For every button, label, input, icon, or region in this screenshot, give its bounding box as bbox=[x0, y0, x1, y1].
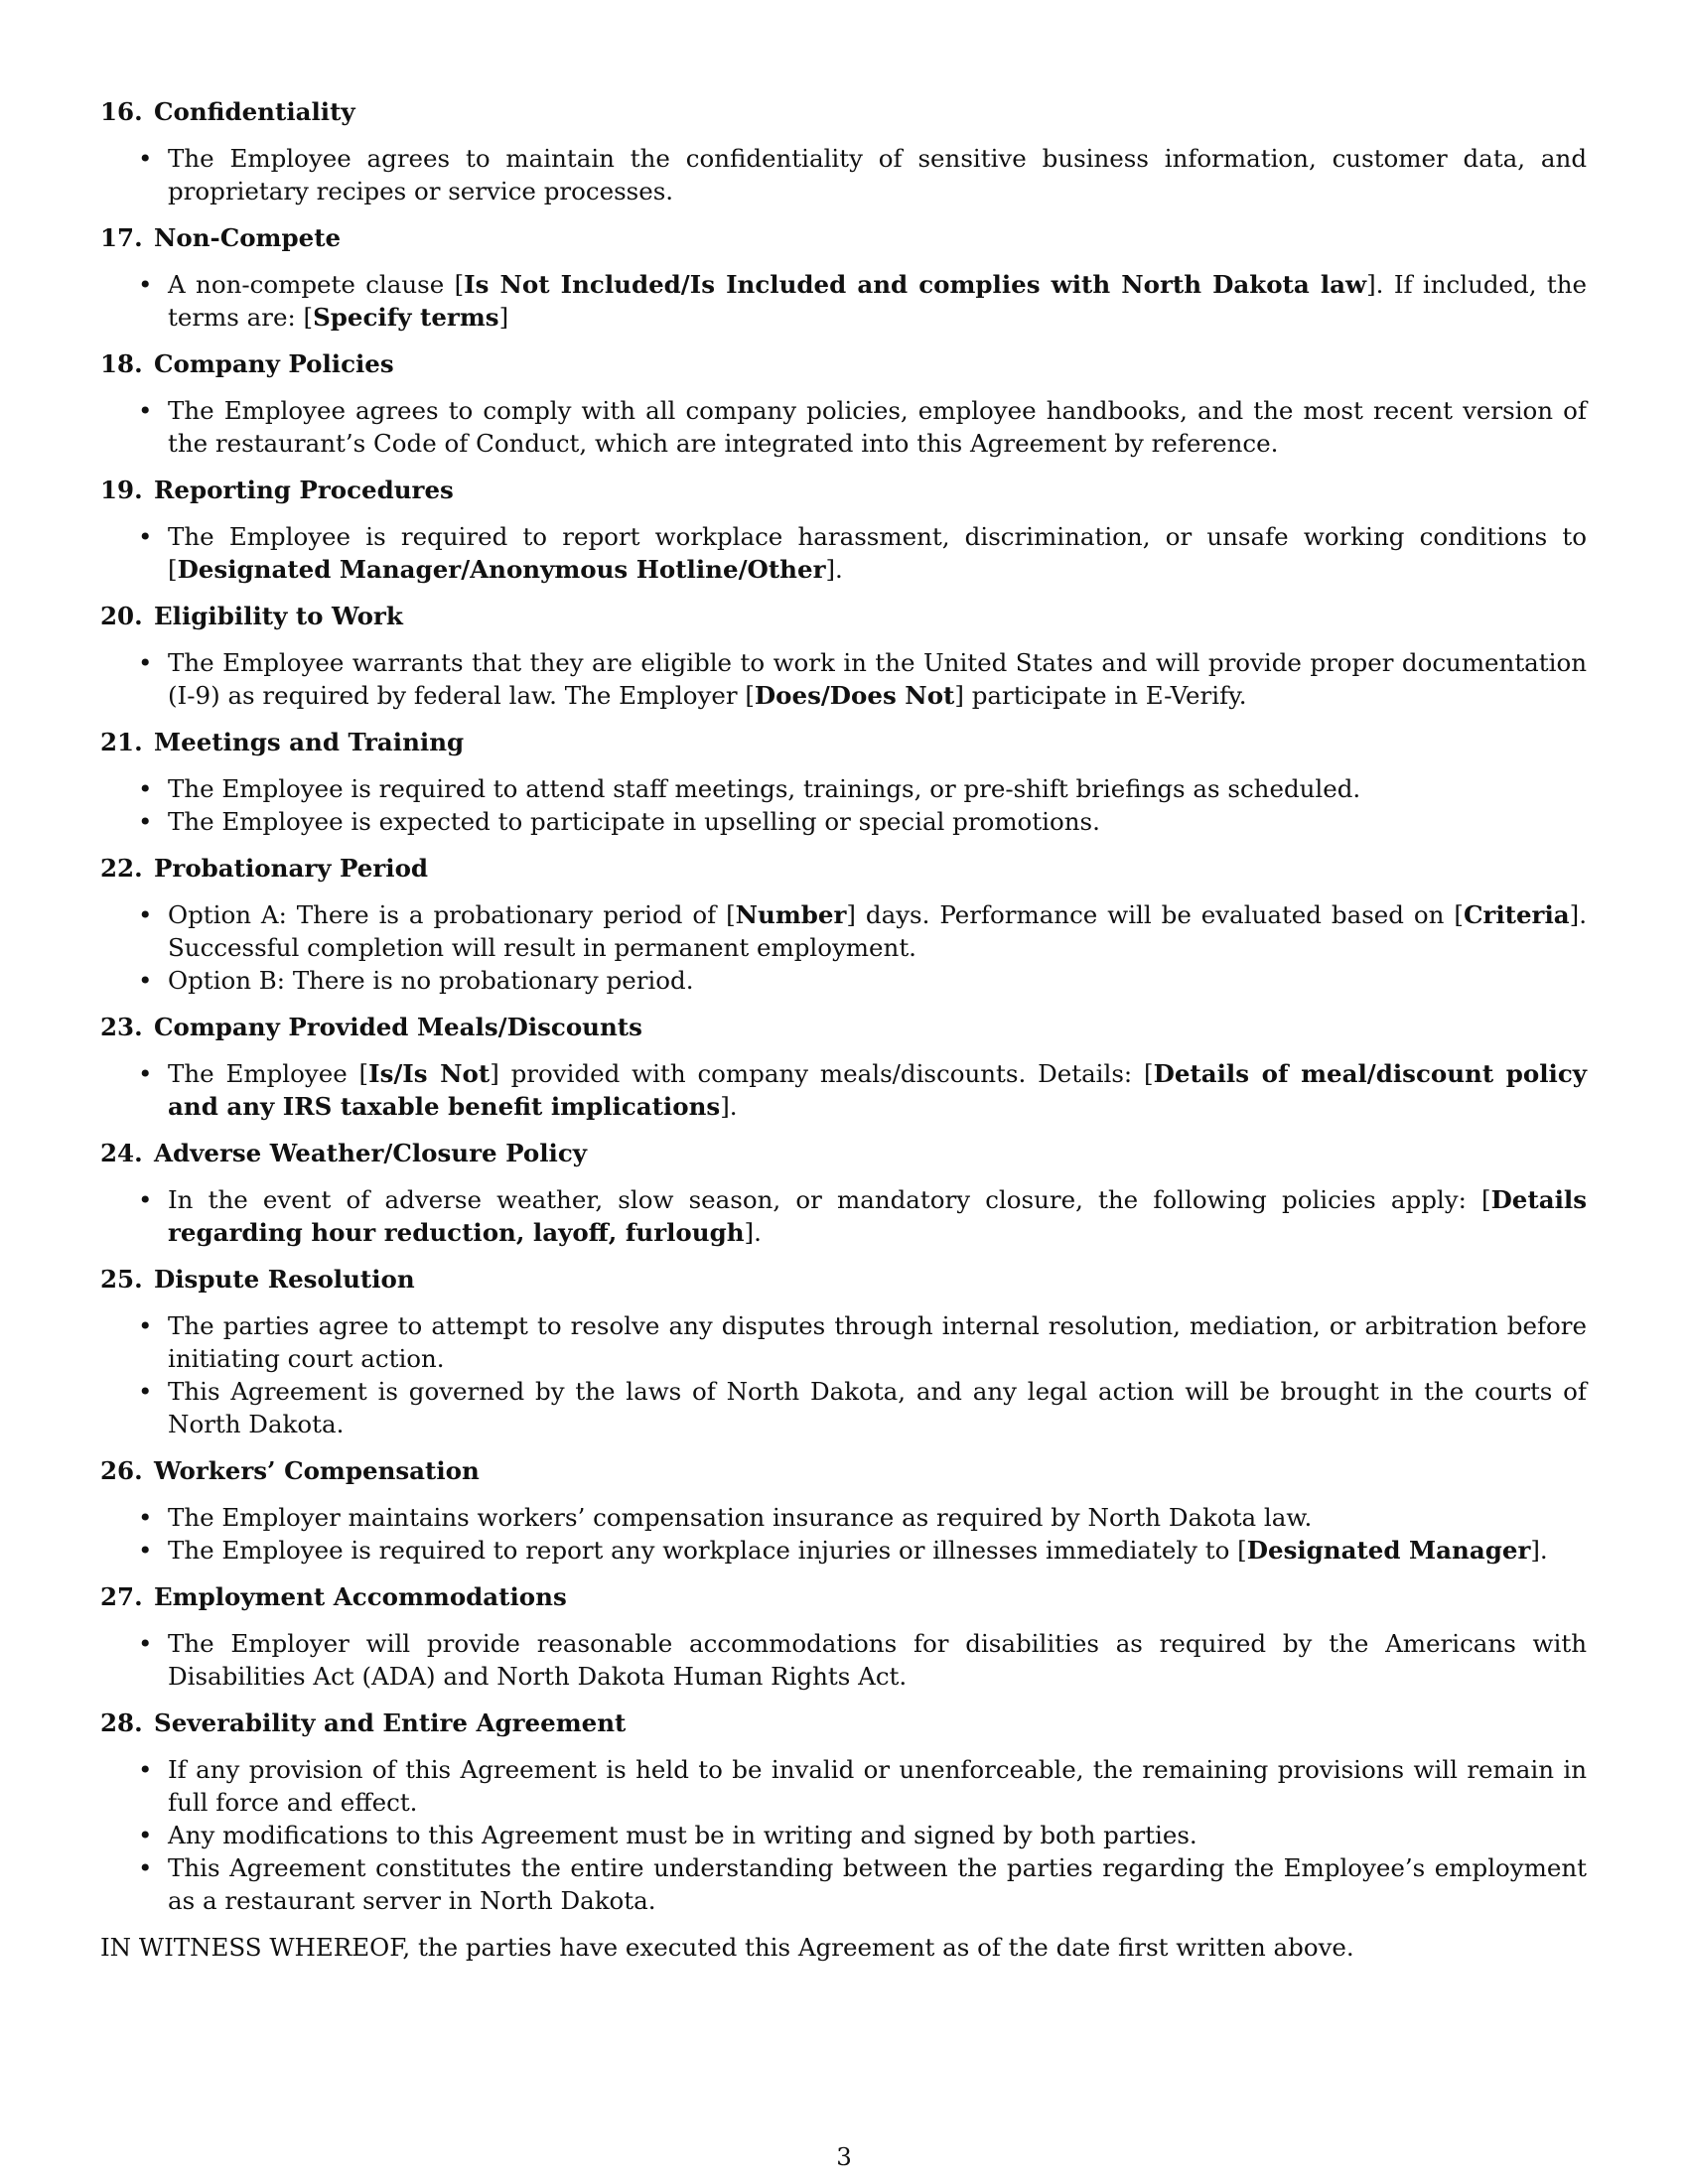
section-number: 23. bbox=[100, 1013, 143, 1041]
section-heading bbox=[100, 600, 1587, 632]
bullet-text: The Employee is required to report workplace harassment, discrimination, or unsafe working conditions to [ bbox=[168, 522, 1587, 584]
section-28 bbox=[100, 1706, 1587, 1917]
section-title: Employment Accommodations bbox=[154, 1582, 567, 1611]
section-number: 21. bbox=[100, 728, 143, 756]
bullet-item bbox=[100, 1851, 1587, 1917]
bullet-text: Option A: There is a probationary period of [ bbox=[168, 900, 736, 929]
bullet-list bbox=[100, 268, 1587, 334]
section-title: Confidentiality bbox=[154, 97, 355, 126]
placeholder-field: Does/Does Not bbox=[754, 681, 955, 710]
section-title: Adverse Weather/Closure Policy bbox=[154, 1139, 587, 1167]
section-heading bbox=[100, 1137, 1587, 1169]
bullet-text: The Employee warrants that they are eligible to work in the United States and will provide proper documentation (I-9) as required by federal law. The Employer [ bbox=[168, 648, 1587, 710]
section-20 bbox=[100, 600, 1587, 712]
bullet-text: The Employee is required to attend staff meetings, trainings, or pre-shift briefings as scheduled. bbox=[168, 774, 1361, 803]
bullet-text: The Employee is required to report any workplace injuries or illnesses immediately to [ bbox=[168, 1536, 1247, 1565]
section-heading bbox=[100, 221, 1587, 254]
bullet-item bbox=[100, 394, 1587, 460]
section-title: Severability and Entire Agreement bbox=[154, 1708, 627, 1737]
section-heading bbox=[100, 1263, 1587, 1296]
bullet-text: ] provided with company meals/discounts. Details: [ bbox=[490, 1059, 1154, 1088]
placeholder-field: Specify terms bbox=[313, 303, 499, 332]
bullet-item bbox=[100, 772, 1587, 805]
section-heading bbox=[100, 852, 1587, 885]
bullet-text: This Agreement is governed by the laws of North Dakota, and any legal action will be brought in the courts of North Dakota. bbox=[168, 1377, 1587, 1438]
page-number: 3 bbox=[836, 2142, 852, 2171]
bullet-item bbox=[100, 1057, 1587, 1123]
placeholder-field: Designated Manager bbox=[1246, 1536, 1531, 1565]
bullet-text: The Employee [ bbox=[168, 1059, 369, 1088]
bullet-text: ]. bbox=[1530, 1536, 1548, 1565]
section-number: 16. bbox=[100, 97, 143, 126]
section-title: Eligibility to Work bbox=[154, 602, 403, 630]
bullet-list bbox=[100, 1627, 1587, 1693]
section-heading bbox=[100, 1580, 1587, 1613]
bullet-list bbox=[100, 646, 1587, 712]
section-17 bbox=[100, 221, 1587, 334]
bullet-list bbox=[100, 1309, 1587, 1440]
bullet-list bbox=[100, 772, 1587, 838]
bullet-text: ]. bbox=[744, 1218, 762, 1247]
bullet-text: The Employee agrees to comply with all company policies, employee handbooks, and the most recent version of the restaurant’s Code of Conduct, which are integrated into this Agreement by reference. bbox=[168, 396, 1587, 458]
section-number: 17. bbox=[100, 223, 143, 252]
section-23 bbox=[100, 1011, 1587, 1123]
agreement-body bbox=[100, 95, 1587, 1964]
section-heading bbox=[100, 1011, 1587, 1043]
bullet-item bbox=[100, 1534, 1587, 1567]
bullet-item bbox=[100, 1819, 1587, 1851]
bullet-item bbox=[100, 1501, 1587, 1534]
section-24 bbox=[100, 1137, 1587, 1249]
bullet-list bbox=[100, 898, 1587, 997]
bullet-item bbox=[100, 268, 1587, 334]
section-26 bbox=[100, 1454, 1587, 1567]
bullet-text: The Employee agrees to maintain the confidentiality of sensitive business information, customer data, and proprietary recipes or service processes. bbox=[168, 144, 1587, 205]
section-number: 20. bbox=[100, 602, 143, 630]
section-title: Probationary Period bbox=[154, 854, 429, 883]
section-title: Workers’ Compensation bbox=[154, 1456, 480, 1485]
bullet-list bbox=[100, 1057, 1587, 1123]
section-title: Reporting Procedures bbox=[154, 476, 454, 504]
section-title: Company Provided Meals/Discounts bbox=[154, 1013, 642, 1041]
placeholder-field: Details of meal/discount policy and any IRS taxable benefit implications bbox=[168, 1059, 1587, 1121]
bullet-list bbox=[100, 142, 1587, 207]
section-heading bbox=[100, 726, 1587, 758]
bullet-text: The Employer maintains workers’ compensation insurance as required by North Dakota law. bbox=[168, 1503, 1313, 1532]
bullet-text: The Employer will provide reasonable accommodations for disabilities as required by the Americans with Disabilities Act (ADA) and North Dakota Human Rights Act. bbox=[168, 1629, 1587, 1691]
bullet-list bbox=[100, 1753, 1587, 1917]
bullet-item bbox=[100, 805, 1587, 838]
section-19 bbox=[100, 474, 1587, 586]
bullet-text: This Agreement constitutes the entire understanding between the parties regarding the Employee’s employment as a restaurant server in North Dakota. bbox=[168, 1853, 1587, 1915]
bullet-text: If any provision of this Agreement is held to be invalid or unenforceable, the remaining provisions will remain in full force and effect. bbox=[168, 1755, 1587, 1817]
bullet-text: A non-compete clause [ bbox=[168, 270, 465, 299]
bullet-text: ]. bbox=[825, 555, 843, 584]
bullet-item bbox=[100, 142, 1587, 207]
section-heading bbox=[100, 1706, 1587, 1739]
section-27 bbox=[100, 1580, 1587, 1693]
section-title: Dispute Resolution bbox=[154, 1265, 415, 1294]
bullet-text: ]. Successful completion will result in permanent employment. bbox=[168, 900, 1588, 962]
bullet-text: Any modifications to this Agreement must be in writing and signed by both parties. bbox=[168, 1821, 1197, 1849]
section-number: 28. bbox=[100, 1708, 143, 1737]
bullet-text: ]. If included, the terms are: [ bbox=[168, 270, 1587, 332]
placeholder-field: Details regarding hour reduction, layoff, furlough bbox=[168, 1185, 1587, 1247]
bullet-item bbox=[100, 646, 1587, 712]
bullet-list bbox=[100, 1501, 1587, 1567]
bullet-item bbox=[100, 964, 1587, 997]
placeholder-field: Is/Is Not bbox=[368, 1059, 491, 1088]
closing-statement: IN WITNESS WHEREOF, the parties have executed this Agreement as of the date first written above. bbox=[100, 1933, 1354, 1962]
section-title: Company Policies bbox=[154, 349, 394, 378]
bullet-list bbox=[100, 520, 1587, 586]
section-25 bbox=[100, 1263, 1587, 1440]
bullet-text: The parties agree to attempt to resolve any disputes through internal resolution, mediation, or arbitration before initiating court action. bbox=[168, 1311, 1587, 1373]
section-heading bbox=[100, 95, 1587, 128]
placeholder-field: Designated Manager/Anonymous Hotline/Other bbox=[177, 555, 826, 584]
section-heading bbox=[100, 1454, 1587, 1487]
section-number: 25. bbox=[100, 1265, 143, 1294]
section-16 bbox=[100, 95, 1587, 207]
bullet-item bbox=[100, 1183, 1587, 1249]
section-number: 19. bbox=[100, 476, 143, 504]
bullet-item bbox=[100, 1627, 1587, 1693]
section-number: 27. bbox=[100, 1582, 143, 1611]
placeholder-field: Criteria bbox=[1463, 900, 1570, 929]
section-22 bbox=[100, 852, 1587, 997]
bullet-item bbox=[100, 1309, 1587, 1375]
bullet-list bbox=[100, 394, 1587, 460]
section-heading bbox=[100, 347, 1587, 380]
section-number: 18. bbox=[100, 349, 143, 378]
bullet-list bbox=[100, 1183, 1587, 1249]
section-18 bbox=[100, 347, 1587, 460]
bullet-text: ] days. Performance will be evaluated based on [ bbox=[846, 900, 1464, 929]
section-21 bbox=[100, 726, 1587, 838]
placeholder-field: Number bbox=[735, 900, 847, 929]
section-title: Non-Compete bbox=[154, 223, 342, 252]
bullet-text: Option B: There is no probationary period. bbox=[168, 966, 694, 995]
bullet-text: The Employee is expected to participate in upselling or special promotions. bbox=[168, 807, 1100, 836]
section-title: Meetings and Training bbox=[154, 728, 465, 756]
bullet-item bbox=[100, 898, 1587, 964]
placeholder-field: Is Not Included/Is Included and complies with North Dakota law bbox=[464, 270, 1367, 299]
section-heading bbox=[100, 474, 1587, 506]
bullet-text: ]. bbox=[720, 1092, 738, 1121]
bullet-text: ] participate in E-Verify. bbox=[954, 681, 1247, 710]
bullet-item bbox=[100, 520, 1587, 586]
section-number: 22. bbox=[100, 854, 143, 883]
section-number: 24. bbox=[100, 1139, 143, 1167]
bullet-text: In the event of adverse weather, slow season, or mandatory closure, the following policies apply: [ bbox=[168, 1185, 1491, 1214]
section-number: 26. bbox=[100, 1456, 143, 1485]
bullet-item bbox=[100, 1375, 1587, 1440]
bullet-item bbox=[100, 1753, 1587, 1819]
bullet-text: ] bbox=[498, 303, 509, 332]
